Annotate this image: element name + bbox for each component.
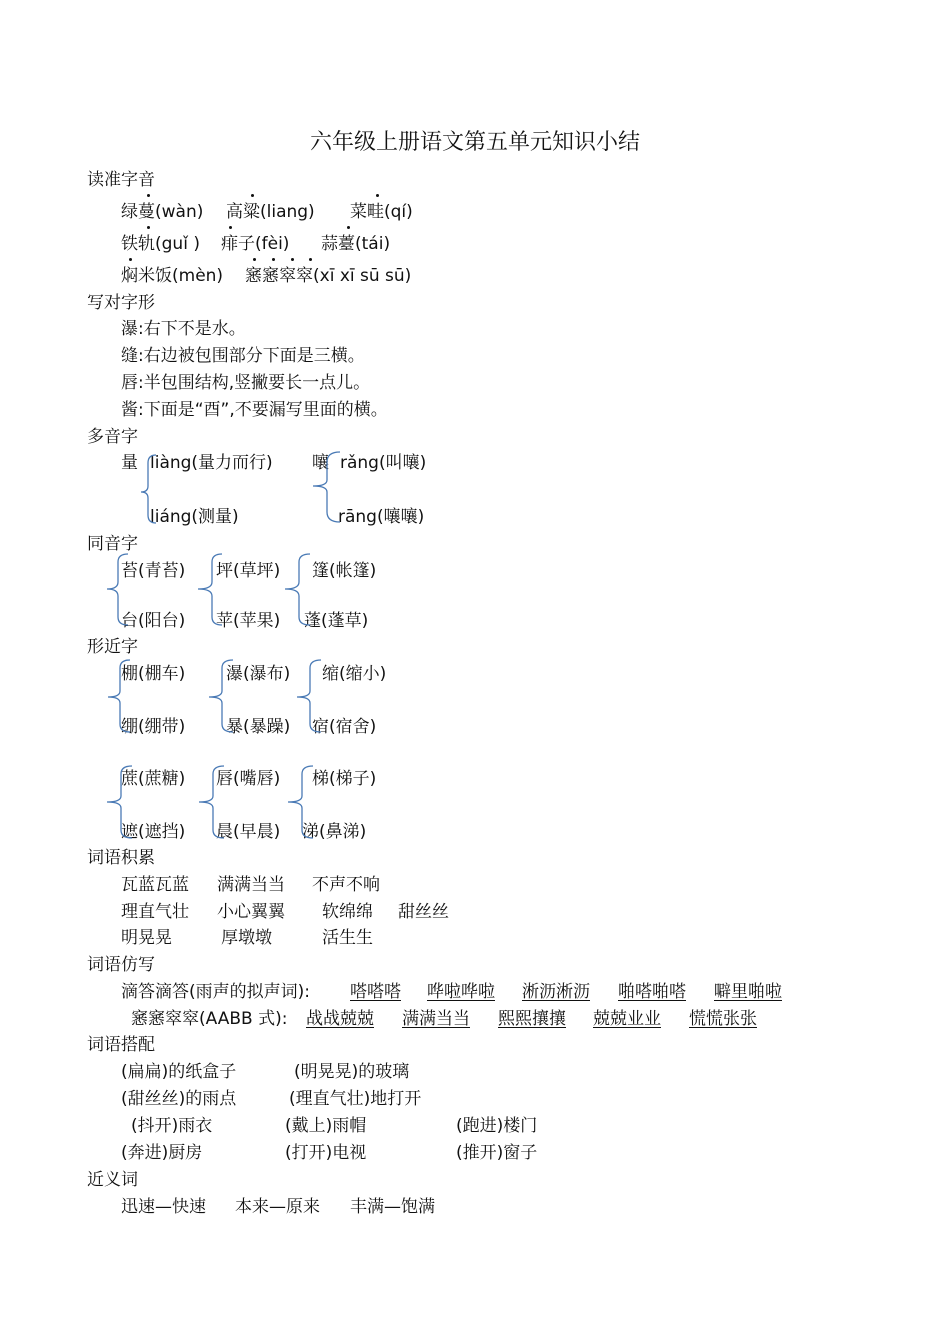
- imitation-word: 兢兢业业: [593, 1009, 661, 1029]
- imitation-lead: 滴答滴答(雨声的拟声词):: [121, 982, 310, 1002]
- polyphonic-char: 量: [121, 453, 138, 473]
- writing-note: 缝:右边被包围部分下面是三横。: [121, 346, 365, 366]
- writing-note: 唇:半包围结构,竖撇要长一点儿。: [121, 373, 371, 393]
- similar-char-item: 涕(鼻涕): [302, 822, 367, 842]
- collocation-item: (打开)电视: [285, 1143, 367, 1163]
- vocab-word: 厚墩墩: [221, 928, 272, 948]
- pron-item: 高粱(liang): [226, 202, 315, 222]
- homophone-item: 坪(草坪): [216, 561, 281, 581]
- imitation-word: 噼里啪啦: [714, 982, 782, 1002]
- imitation-word: 战战兢兢: [306, 1009, 374, 1029]
- collocation-item: (甜丝丝)的雨点: [121, 1089, 237, 1109]
- similar-char-item: 绷(绷带): [121, 717, 186, 737]
- writing-note: 酱:下面是“酉”,不要漏写里面的横。: [121, 400, 388, 420]
- collocation-item: (明晃晃)的玻璃: [294, 1062, 410, 1082]
- collocation-item: (推开)窗子: [456, 1143, 538, 1163]
- pron-item: 焖米饭(mèn): [121, 266, 224, 286]
- emphasis-dot: [229, 226, 232, 229]
- similar-char-item: 唇(嘴唇): [216, 769, 281, 789]
- vocab-word: 甜丝丝: [398, 902, 449, 922]
- vocab-word: 明晃晃: [121, 928, 172, 948]
- vocab-word: 不声不响: [312, 875, 380, 895]
- vocab-word: 小心翼翼: [217, 902, 285, 922]
- imitation-word: 嗒嗒嗒: [350, 982, 401, 1002]
- imitation-word: 啪嗒啪嗒: [618, 982, 686, 1002]
- polyphonic-reading: rǎng(叫嚷): [340, 453, 427, 473]
- vocab-word: 活生生: [322, 928, 373, 948]
- pron-item: 绿蔓(wàn): [121, 202, 204, 222]
- collocation-item: (奔进)厨房: [121, 1143, 203, 1163]
- polyphonic-char: 嚷: [312, 453, 329, 473]
- heading-synonyms: 近义词: [87, 1170, 138, 1190]
- polyphonic-reading: liàng(量力而行): [150, 453, 273, 473]
- emphasis-dot: [376, 194, 379, 197]
- pron-item: 蒜薹(tái): [321, 234, 391, 254]
- emphasis-dot: [129, 258, 132, 261]
- similar-char-item: 缩(缩小): [322, 664, 387, 684]
- collocation-item: (扁扁)的纸盒子: [121, 1062, 237, 1082]
- pron-item: 痱子(fèi): [221, 234, 290, 254]
- emphasis-dot: [272, 258, 275, 261]
- collocation-item: (跑进)楼门: [456, 1116, 538, 1136]
- similar-char-item: 宿(宿舍): [312, 717, 377, 737]
- synonym-pair: 本来—原来: [235, 1197, 320, 1217]
- vocab-word: 理直气壮: [121, 902, 189, 922]
- collocation-item: (抖开)雨衣: [131, 1116, 213, 1136]
- emphasis-dot: [147, 194, 150, 197]
- similar-char-item: 蔗(蔗糖): [121, 769, 186, 789]
- vocab-word: 瓦蓝瓦蓝: [121, 875, 189, 895]
- similar-char-item: 梯(梯子): [312, 769, 377, 789]
- pron-item: 铁轨(guǐ ): [121, 234, 200, 254]
- synonym-pair: 丰满—饱满: [350, 1197, 435, 1217]
- heading-polyphonic: 多音字: [87, 427, 138, 447]
- heading-pronunciation: 读准字音: [87, 170, 155, 190]
- similar-char-item: 瀑(瀑布): [226, 664, 291, 684]
- polyphonic-reading: liáng(测量): [150, 507, 239, 527]
- vocab-word: 满满当当: [217, 875, 285, 895]
- similar-char-item: 棚(棚车): [121, 664, 186, 684]
- imitation-word: 熙熙攘攘: [498, 1009, 566, 1029]
- synonym-pair: 迅速—快速: [121, 1197, 206, 1217]
- vocab-word: 软绵绵: [322, 902, 373, 922]
- imitation-word: 淅沥淅沥: [522, 982, 590, 1002]
- homophone-item: 苹(苹果): [216, 611, 281, 631]
- emphasis-dot: [347, 226, 350, 229]
- heading-collocation: 词语搭配: [87, 1035, 155, 1055]
- imitation-word: 慌慌张张: [689, 1009, 757, 1029]
- emphasis-dot: [309, 258, 312, 261]
- imitation-lead: 窸窸窣窣(AABB 式):: [131, 1009, 288, 1029]
- similar-char-item: 暴(暴躁): [226, 717, 291, 737]
- collocation-item: (戴上)雨帽: [285, 1116, 367, 1136]
- homophone-item: 篷(帐篷): [312, 561, 377, 581]
- heading-homophones: 同音字: [87, 534, 138, 554]
- page-title: 六年级上册语文第五单元知识小结: [309, 130, 640, 155]
- writing-note: 瀑:右下不是水。: [121, 319, 246, 339]
- emphasis-dot: [147, 226, 150, 229]
- homophone-item: 蓬(蓬草): [304, 611, 369, 631]
- heading-imitation: 词语仿写: [87, 955, 155, 975]
- imitation-word: 满满当当: [402, 1009, 470, 1029]
- emphasis-dot: [251, 194, 254, 197]
- homophone-item: 苔(青苔): [121, 561, 186, 581]
- heading-similar-chars: 形近字: [87, 637, 138, 657]
- heading-vocabulary: 词语积累: [87, 848, 155, 868]
- emphasis-dot: [253, 258, 256, 261]
- polyphonic-reading: rāng(嚷嚷): [338, 507, 425, 527]
- collocation-item: (理直气壮)地打开: [289, 1089, 422, 1109]
- similar-char-item: 遮(遮挡): [121, 822, 186, 842]
- heading-writing: 写对字形: [87, 293, 155, 313]
- pron-item: 菜畦(qí): [350, 202, 413, 222]
- imitation-word: 哗啦哗啦: [427, 982, 495, 1002]
- pron-item: 窸窸窣窣(xī xī sū sū): [245, 266, 412, 286]
- similar-char-item: 晨(早晨): [216, 822, 281, 842]
- homophone-item: 台(阳台): [121, 611, 186, 631]
- emphasis-dot: [291, 258, 294, 261]
